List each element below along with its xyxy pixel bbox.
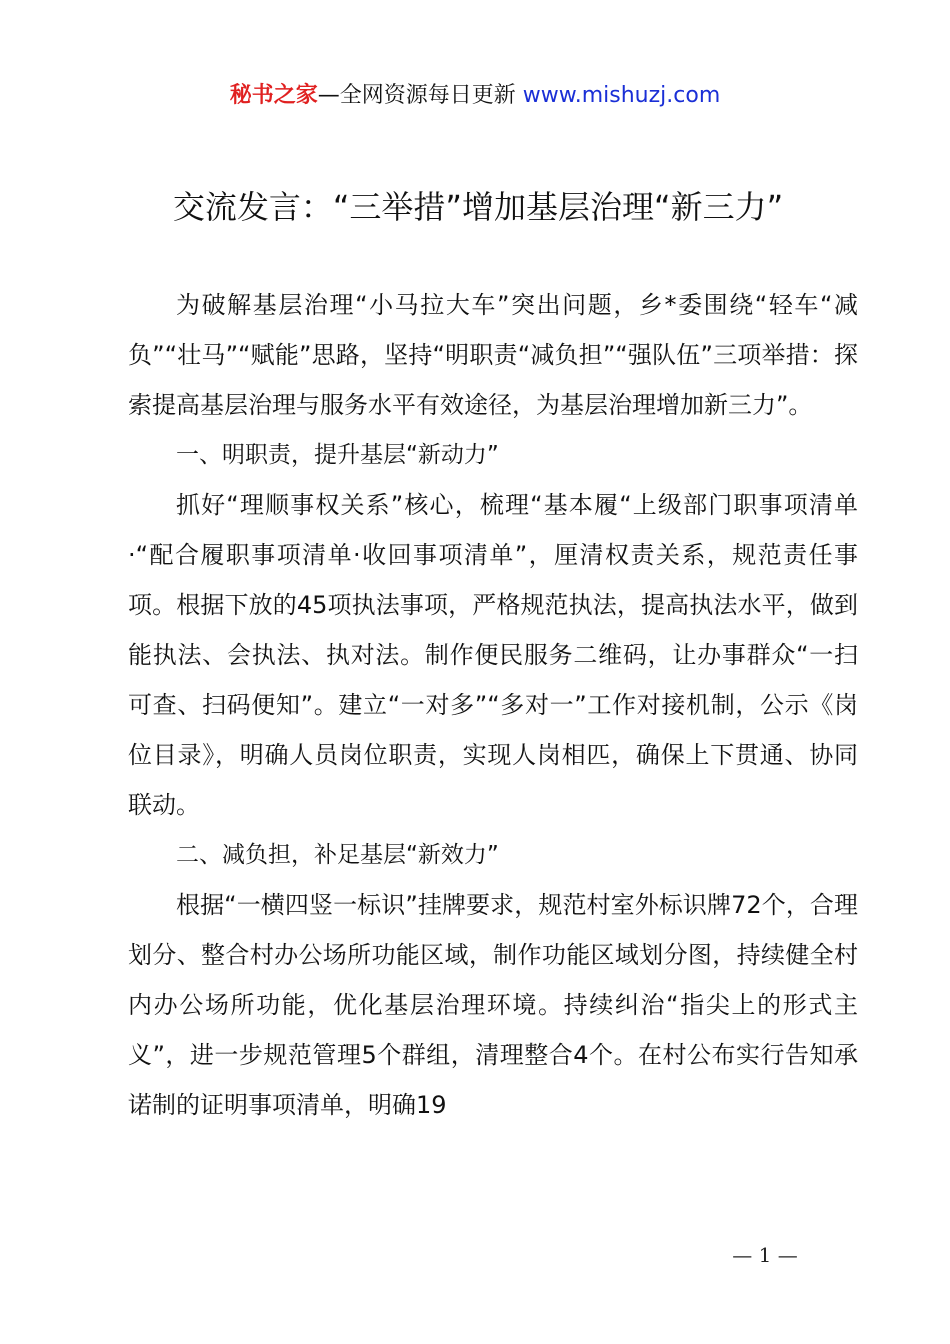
document-body	[128, 280, 858, 1130]
section-1-paragraph: 抓好“理顺事权关系”核心，梳理“基本履“上级部门职事项清单·“配合履职事项清单·收回事项清单”，厘清权责关系，规范责任事项。根据下放的45项执法事项，严格规范执法，提高执法水平，做到能执法、会执法、执对法。制作便民服务二维码，让办事群众“一扫可查、扫码便知”。建立“一对多”“多对一”工作对接机制，公示《岗位目录》，明确人员岗位职责，实现人岗相匹，确保上下贯通、协同联动。	[128, 491, 858, 819]
intro-paragraph: 为破解基层治理“小马拉大车”突出问题，乡*委围绕“轻车“减负”“壮马”“赋能”思路，坚持“明职责“减负担”“强队伍”三项举措：探索提高基层治理与服务水平有效途径，为基层治理增加新三力”。	[128, 291, 858, 419]
page-number: — 1 —	[732, 1243, 798, 1267]
site-header	[0, 80, 950, 112]
site-slogan: —全网资源每日更新	[317, 83, 516, 108]
section-heading-2: 二、减负担，补足基层“新效力”	[176, 842, 499, 868]
site-url[interactable]: www.mishuzj.com	[522, 83, 721, 108]
section-2-paragraph: 根据“一横四竖一标识”挂牌要求，规范村室外标识牌72个，合理划分、整合村办公场所功能区域，制作功能区域划分图，持续健全村内办公场所功能，优化基层治理环境。持续纠治“指尖上的形式主义”，进一步规范管理5个群组，清理整合4个。在村公布实行告知承诺制的证明事项清单，明确19	[128, 891, 858, 1119]
section-heading-1: 一、明职责，提升基层“新动力”	[176, 442, 499, 468]
site-brand: 秘书之家	[229, 83, 318, 108]
document-title: 交流发言：“三举措”增加基层治理“新三力”	[172, 188, 784, 226]
